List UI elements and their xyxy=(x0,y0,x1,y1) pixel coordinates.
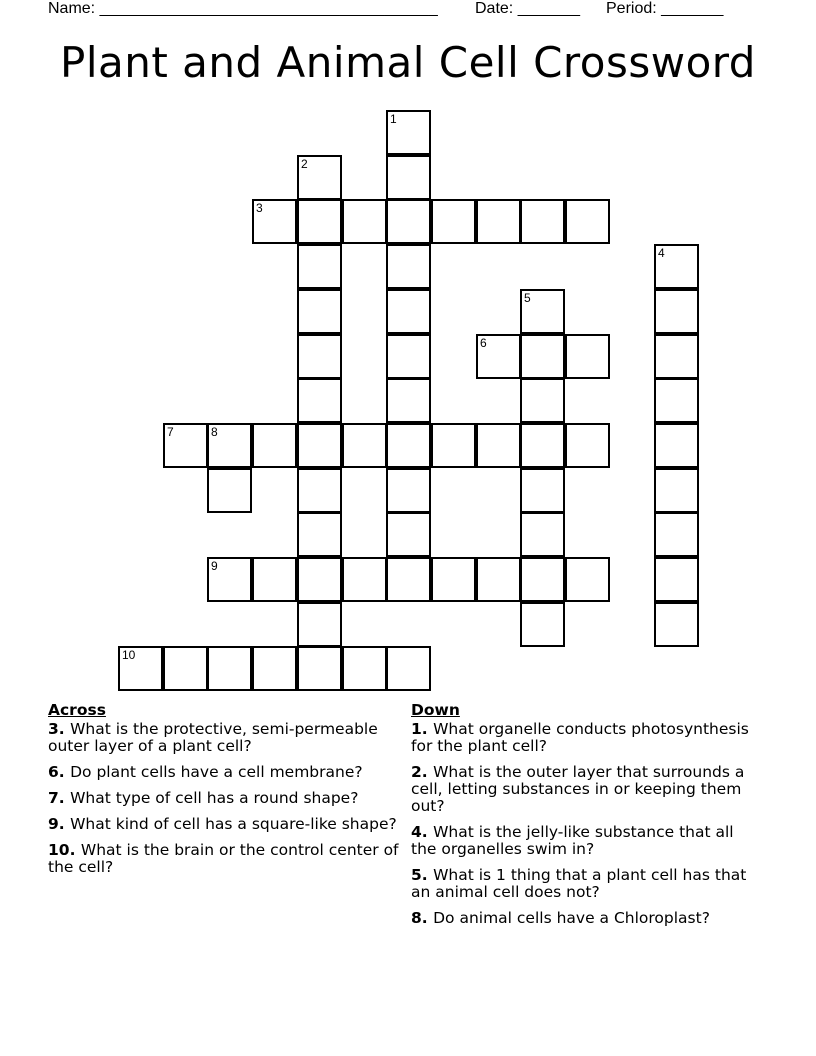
crossword-cell[interactable] xyxy=(386,423,431,468)
across-heading: Across xyxy=(48,701,106,719)
page-title: Plant and Animal Cell Crossword xyxy=(60,38,756,87)
clue-across-10: 10. What is the brain or the control center of the cell? xyxy=(48,841,399,876)
clue-down-5: 5. What is 1 thing that a plant cell has that an animal cell does not? xyxy=(411,866,747,901)
crossword-cell[interactable] xyxy=(163,423,208,468)
across-clues xyxy=(48,702,410,885)
crossword-cell[interactable] xyxy=(386,289,431,334)
crossword-cell[interactable] xyxy=(654,512,699,557)
crossword-cell[interactable] xyxy=(252,646,297,691)
crossword-cell[interactable] xyxy=(207,468,252,513)
clue-down-1: 1. What organelle conducts photosynthesis for the plant cell? xyxy=(411,720,749,755)
crossword-cell[interactable] xyxy=(386,334,431,379)
crossword-cell[interactable] xyxy=(520,199,565,244)
crossword-cell[interactable] xyxy=(476,557,521,602)
crossword-cell[interactable] xyxy=(565,199,610,244)
clue-across-7: 7. What type of cell has a round shape? xyxy=(48,789,359,807)
crossword-cell[interactable] xyxy=(520,378,565,423)
clue-number: 2 xyxy=(301,157,308,171)
crossword-cell[interactable] xyxy=(654,602,699,647)
crossword-cell[interactable] xyxy=(654,423,699,468)
clue-number: 3 xyxy=(256,201,263,215)
clue-number: 10 xyxy=(122,648,136,662)
clue-number: 5 xyxy=(524,291,531,305)
crossword-cell[interactable] xyxy=(386,512,431,557)
crossword-cell[interactable] xyxy=(297,289,342,334)
down-heading: Down xyxy=(411,701,460,719)
crossword-cell[interactable] xyxy=(654,289,699,334)
crossword-cell[interactable] xyxy=(297,646,342,691)
crossword-cell[interactable] xyxy=(431,199,476,244)
crossword-cell[interactable] xyxy=(297,334,342,379)
crossword-cell[interactable] xyxy=(386,378,431,423)
crossword-cell[interactable] xyxy=(297,199,342,244)
crossword-cell[interactable] xyxy=(386,155,431,200)
crossword-cell[interactable] xyxy=(654,244,699,289)
crossword-cell[interactable] xyxy=(163,646,208,691)
crossword-cell[interactable] xyxy=(252,423,297,468)
crossword-cell[interactable] xyxy=(654,468,699,513)
clue-down-8: 8. Do animal cells have a Chloroplast? xyxy=(411,909,710,927)
crossword-cell[interactable] xyxy=(565,334,610,379)
clue-down-4: 4. What is the jelly-like substance that all the organelles swim in? xyxy=(411,823,734,858)
crossword-cell[interactable] xyxy=(297,423,342,468)
crossword-cell[interactable] xyxy=(520,334,565,379)
crossword-cell[interactable] xyxy=(252,199,297,244)
crossword-cell[interactable] xyxy=(386,110,431,155)
clue-number: 1 xyxy=(390,112,397,126)
crossword-cell[interactable] xyxy=(207,646,252,691)
crossword-cell[interactable] xyxy=(297,155,342,200)
crossword-cell[interactable] xyxy=(297,512,342,557)
clue-down-2: 2. What is the outer layer that surrounds a cell, letting substances in or keeping them out? xyxy=(411,763,745,815)
clue-number: 9 xyxy=(211,559,218,573)
crossword-cell[interactable] xyxy=(297,468,342,513)
crossword-cell[interactable] xyxy=(654,557,699,602)
clue-number: 4 xyxy=(658,246,665,260)
crossword-cell[interactable] xyxy=(386,199,431,244)
clue-across-9: 9. What kind of cell has a square-like shape? xyxy=(48,815,397,833)
clue-number: 7 xyxy=(167,425,174,439)
clue-across-6: 6. Do plant cells have a cell membrane? xyxy=(48,763,363,781)
crossword-cell[interactable] xyxy=(207,423,252,468)
crossword-cell[interactable] xyxy=(431,423,476,468)
crossword-cell[interactable] xyxy=(520,468,565,513)
crossword-cell[interactable] xyxy=(207,557,252,602)
crossword-cell[interactable] xyxy=(476,423,521,468)
crossword-cell[interactable] xyxy=(386,244,431,289)
crossword-cell[interactable] xyxy=(520,423,565,468)
crossword-cell[interactable] xyxy=(386,557,431,602)
crossword-cell[interactable] xyxy=(297,602,342,647)
down-clues xyxy=(411,702,756,936)
crossword-cell[interactable] xyxy=(520,289,565,334)
crossword-cell[interactable] xyxy=(297,244,342,289)
name-field[interactable]: Name: ______________________________________ xyxy=(48,0,438,17)
crossword-cell[interactable] xyxy=(476,199,521,244)
crossword-cell[interactable] xyxy=(386,646,431,691)
crossword-cell[interactable] xyxy=(297,557,342,602)
date-field[interactable]: Date: _______ xyxy=(475,0,580,17)
clue-number: 6 xyxy=(480,336,487,350)
crossword-cell[interactable] xyxy=(654,378,699,423)
crossword-cell[interactable] xyxy=(386,468,431,513)
clue-across-3: 3. What is the protective, semi-permeable outer layer of a plant cell? xyxy=(48,720,378,755)
crossword-cell[interactable] xyxy=(118,646,163,691)
crossword-cell[interactable] xyxy=(342,423,387,468)
crossword-cell[interactable] xyxy=(654,334,699,379)
crossword-cell[interactable] xyxy=(431,557,476,602)
crossword-cell[interactable] xyxy=(342,557,387,602)
crossword-cell[interactable] xyxy=(252,557,297,602)
period-field[interactable]: Period: _______ xyxy=(606,0,724,17)
crossword-cell[interactable] xyxy=(297,378,342,423)
crossword-cell[interactable] xyxy=(520,557,565,602)
crossword-cell[interactable] xyxy=(565,423,610,468)
crossword-cell[interactable] xyxy=(565,557,610,602)
crossword-cell[interactable] xyxy=(520,602,565,647)
crossword-cell[interactable] xyxy=(342,646,387,691)
crossword-cell[interactable] xyxy=(476,334,521,379)
crossword-cell[interactable] xyxy=(342,199,387,244)
clue-number: 8 xyxy=(211,425,218,439)
crossword-cell[interactable] xyxy=(520,512,565,557)
